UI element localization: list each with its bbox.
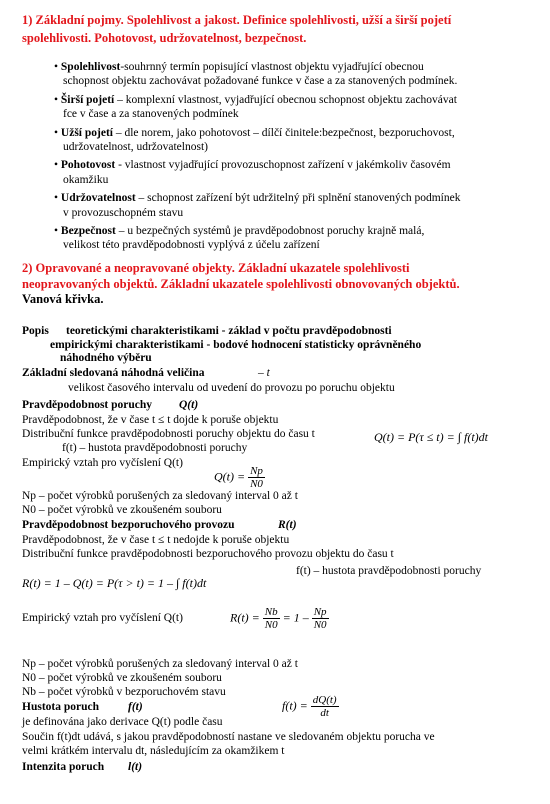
pb-line4: Np – počet výrobků porušených za sledovaný interval 0 až t [22,658,298,670]
pb-title: Pravděpodobnost bezporuchového provozu [22,519,235,531]
pb-line3: f(t) – hustota pravděpodobnosti poruchy [296,565,482,577]
fraction [263,606,280,631]
section1-heading-line1: 1) Základní pojmy. Spolehlivost a jakost. Definice spolehlivosti, užší a širší pojetí [22,13,452,27]
bullet-icon: • [54,192,61,205]
term-description: - vlastnost vyjadřující provozuschopnost zařízení v jakémkoliv časovém [115,159,451,172]
term-description-cont: schopnost objektu zachovávat požadované funkce v čase a za stanovených podmínek. [63,75,458,88]
list-item [54,191,534,220]
fraction [311,694,339,719]
formula-lhs: Q(t) = [214,469,246,484]
zakladni-label: Základní sledovaná náhodná veličina [22,367,205,379]
fraction-numerator: dQ(t) [312,694,337,706]
pb-line1: Pravděpodobnost, že v čase t ≤ t nedojde k poruše objektu [22,534,290,546]
pb-line2: Distribuční funkce pravděpodobnosti bezporuchového provozu objektu do času t [22,548,394,560]
term-description-cont: velikost této pravděpodobnosti vyplývá z účelu zařízení [63,239,320,252]
hu-formula [282,694,339,719]
term-description: – dle norem, jako pohotovost – dílčí činitele:bezpečnost, bezporuchovost, [112,126,455,139]
pp-line5: Np – počet výrobků porušených za sledovaný interval 0 až t [22,490,298,502]
pb-formula-empirical [230,606,329,631]
list-item [54,224,534,253]
int-title-symbol: l(t) [128,761,143,773]
list-item [54,60,534,89]
term-description: – schopnost zařízení být udržitelný při splnění stanovených podmínek [135,192,461,205]
fraction [248,465,265,490]
list-item [54,158,534,187]
bullet-icon: • [54,126,61,139]
pp-formula-integral: Q(t) = P(τ ≤ t) = ∫ f(t)dt [374,430,489,444]
section2-heading-line3: Vanová křivka. [22,292,104,306]
pp-line3: f(t) – hustota pravděpodobnosti poruchy [62,442,248,454]
fraction-numerator: Nb [264,606,278,618]
bullet-icon: • [54,225,61,238]
fraction [312,606,329,631]
term-description-cont: v provozuschopném stavu [63,206,184,219]
fraction-denominator: dt [320,707,329,719]
hu-title: Hustota poruch [22,701,99,713]
pb-title-symbol: R(t) [278,519,297,531]
term-label: Širší pojetí [60,93,115,106]
term-description-cont: okamžiku [63,173,109,186]
section2-heading-line2: neopravovaných objektů. Základní ukazatele spolehlivosti obnovovaných objektů. [22,277,460,291]
hu-line1: je definována jako derivace Q(t) podle času [22,716,223,728]
pb-formula-integral: R(t) = 1 – Q(t) = P(τ > t) = 1 – ∫ f(t)dt [22,576,207,590]
pp-formula-empirical [214,465,265,490]
popis-label: Popis [22,325,49,337]
term-description: – u bezpečných systémů je pravděpodobnost poruchy krajně malá, [115,225,425,238]
pb-line5: N0 – počet výrobků ve zkoušeném souboru [22,672,222,684]
section2-heading-line1: 2) Opravované a neopravované objekty. Základní ukazatele spolehlivosti [22,261,410,275]
popis-line1: teoretickými charakteristikami - základ v počtu pravděpodobnosti [66,325,392,337]
list-item [54,126,534,155]
list-item [54,93,534,122]
zakladni-variable: – t [258,367,270,379]
pb-line6: Nb – počet výrobků v bezporuchovém stavu [22,686,226,698]
term-label: Spolehlivost [60,61,121,73]
zakladni-description: velikost časového intervalu od uvedení do provozu po poruchu objektu [68,382,395,394]
pp-line6: N0 – počet výrobků ve zkoušeném souboru [22,504,222,516]
term-label: Užší pojetí [60,126,113,139]
bullet-icon: • [54,93,61,106]
formula-lhs: f(t) = [282,698,308,713]
formula-lhs: R(t) = [230,610,260,625]
definitions-list [54,60,534,257]
term-description-cont: udržovatelnost, udržovatelnost) [63,141,208,154]
fraction-denominator: N0 [264,619,278,631]
hu-line2: Součin f(t)dt udává, s jakou pravděpodobností nastane ve sledovaném objektu porucha ve [22,731,435,743]
fraction-denominator: N0 [250,478,263,490]
term-label: Pohotovost [60,159,116,172]
pp-line2: Distribuční funkce pravděpodobnosti poruchy objektu do času t [22,428,315,440]
term-label: Udržovatelnost [60,192,136,205]
fraction-numerator: Np [250,465,263,477]
pp-title-symbol: Q(t) [179,399,199,411]
fraction-denominator: N0 [313,619,327,631]
hu-title-symbol: f(t) [128,701,143,713]
pp-title: Pravděpodobnost poruchy [22,399,153,411]
term-label: Bezpečnost [60,225,116,238]
hu-line3: velmi krátkém intervalu dt, následujícím za okamžikem t [22,745,285,757]
pp-line1: Pravděpodobnost, že v čase t ≤ t dojde k poruše objektu [22,414,279,426]
term-description: – komplexní vlastnost, vyjadřující obecnou schopnost objektu zachovávat [114,93,457,106]
section1-heading-line2: spolehlivosti. Pohotovost, udržovatelnost, bezpečnost. [22,31,307,45]
bullet-icon: • [54,61,61,73]
fraction-numerator: Np [313,606,327,618]
term-description: -souhrnný termín popisující vlastnost objektu vyjadřující obecnou [120,61,424,73]
formula-mid: = 1 – [282,610,309,625]
pb-empirical-label: Empirický vztah pro vyčíslení Q(t) [22,612,183,624]
popis-line3: náhodného výběru [60,352,152,364]
term-description-cont: fce v čase a za stanovených podmínek [63,108,239,121]
popis-line2: empirickými charakteristikami - bodové hodnocení statisticky oprávněného [50,339,422,351]
int-title: Intenzita poruch [22,761,105,773]
bullet-icon: • [54,159,61,172]
pp-line4: Empirický vztah pro vyčíslení Q(t) [22,457,183,469]
